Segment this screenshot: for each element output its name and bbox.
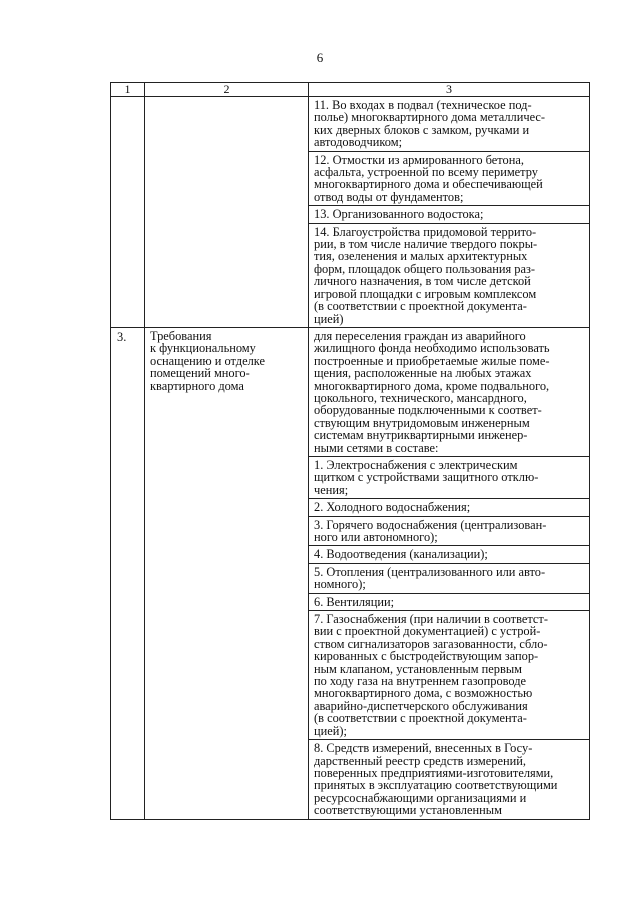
text-line: отвод воды от фундаментов; (314, 189, 464, 204)
text-line: 6. Вентиляции; (314, 594, 395, 609)
table-row-3 (111, 327, 590, 819)
text-line: (в соответствии с проектной документа- (314, 299, 527, 314)
text-line: асфальта, устроенной по всему периметру (314, 165, 538, 180)
requirements-table (110, 82, 590, 820)
row-number: 3. (117, 329, 127, 344)
number-cell (111, 327, 145, 819)
list-item (309, 206, 589, 223)
list-item (309, 499, 589, 516)
text-line: соответствующими установленным (314, 803, 502, 818)
list-item (309, 152, 589, 207)
text-line: полье) многоквартирного дома металличес- (314, 110, 546, 125)
text-line: тия, озеленения и малых архитектурных (314, 249, 528, 264)
header-col-1: 1 (111, 83, 145, 97)
text-line: 3. Горячего водоснабжения (централизован- (314, 517, 547, 532)
text-line: построенные и приобретаемые жилые поме- (314, 353, 550, 368)
text-line: (в соответствии с проектной документа- (314, 711, 527, 726)
list-item (309, 517, 589, 547)
text-line: 12. Отмостки из армированного бетона, (314, 152, 524, 167)
text-line: принятых в эксплуатацию соответствующими (314, 778, 558, 793)
details-cell (309, 327, 590, 819)
text-line: помещений много- (150, 366, 250, 381)
text-line: цией) (314, 311, 344, 326)
text-line: по ходу газа на внутреннем газопроводе (314, 674, 527, 689)
text-line: оборудованные подключенными к соответ- (314, 403, 542, 418)
text-line: игровой площадки с игровым комплексом (314, 286, 537, 301)
text-line: поверенных предприятиями-изготовителями, (314, 765, 554, 780)
text-line: для переселения граждан из аварийного (314, 328, 526, 343)
text-line: аварийно-диспетчерского обслуживания (314, 698, 528, 713)
header-col-2: 2 (145, 83, 309, 97)
text-line: форм, площадок общего пользования раз- (314, 261, 536, 276)
text-line: оснащению и отделке (150, 353, 266, 368)
text-line: цией); (314, 723, 347, 738)
text-line: 2. Холодного водоснабжения; (314, 500, 471, 515)
text-line: ких дверных блоков с замком, ручками и (314, 122, 530, 137)
text-line: цокольного, технического, мансардного, (314, 390, 527, 405)
text-line: ными сетями в составе: (314, 440, 439, 455)
number-cell (111, 97, 145, 328)
list-item (309, 740, 589, 818)
list-item (309, 546, 589, 563)
text-line: рии, в том числе наличие твердого покры- (314, 237, 538, 252)
text-line: многоквартирного дома и обеспечивающей (314, 177, 543, 192)
text-line: многоквартирного дома, с возможностью (314, 686, 533, 701)
text-line: 4. Водоотведения (канализации); (314, 547, 488, 562)
text-line: щения, расположенные на любых этажах (314, 366, 532, 381)
text-line: Требования (150, 328, 212, 343)
text-line: 8. Средств измерений, внесенных в Госу- (314, 741, 533, 756)
text-line: 7. Газоснабжения (при наличии в соответст- (314, 612, 548, 627)
text-line: дарственный реестр средств измерений, (314, 753, 526, 768)
text-line: кированных с быстродействующим запор- (314, 649, 539, 664)
text-line: ного или автономного); (314, 530, 438, 544)
text-line: щитком с устройствами защитного отклю- (314, 470, 539, 485)
text-line: жилищного фонда необходимо использовать (314, 341, 550, 356)
table-header-row (111, 83, 590, 97)
text-line: чения; (314, 482, 349, 497)
text-line: многоквартирного дома, кроме подвального, (314, 378, 550, 393)
requirement-text (145, 328, 308, 392)
page-number: 6 (316, 50, 324, 65)
list-item (309, 594, 589, 611)
list-item (309, 224, 589, 327)
list-item (309, 457, 589, 499)
text-line: квартирного дома (150, 378, 244, 393)
list-item (309, 328, 589, 457)
table-row-continuation (111, 97, 590, 328)
text-line: 11. Во входах в подвал (техническое под- (314, 98, 532, 112)
text-line: системам внутриквартирными инженер- (314, 428, 528, 443)
header-col-3: 3 (309, 83, 590, 97)
text-line: личного назначения, в том числе детской (314, 274, 531, 289)
details-cell (309, 97, 590, 328)
text-line: к функциональному (150, 341, 256, 356)
text-line: ресурсоснабжающими организациями и (314, 790, 527, 805)
text-line: ством сигнализаторов загазованности, сбло- (314, 636, 548, 651)
list-item (309, 97, 589, 152)
text-line: автодоводчиком; (314, 135, 403, 150)
text-line: 14. Благоустройства придомовой террито- (314, 224, 537, 239)
text-line: ным клапаном, установленным первым (314, 661, 523, 676)
text-line: ствующим внутридомовым инженерным (314, 415, 530, 430)
text-line: 5. Отопления (централизованного или авто- (314, 564, 546, 579)
requirement-cell (145, 97, 309, 328)
text-line: 1. Электроснабжения с электрическим (314, 457, 518, 472)
list-item (309, 611, 589, 740)
text-line: 13. Организованного водостока; (314, 207, 484, 222)
list-item (309, 564, 589, 594)
requirement-cell (145, 327, 309, 819)
text-line: вии с проектной документацией) с устрой- (314, 624, 541, 639)
text-line: номного); (314, 577, 366, 592)
